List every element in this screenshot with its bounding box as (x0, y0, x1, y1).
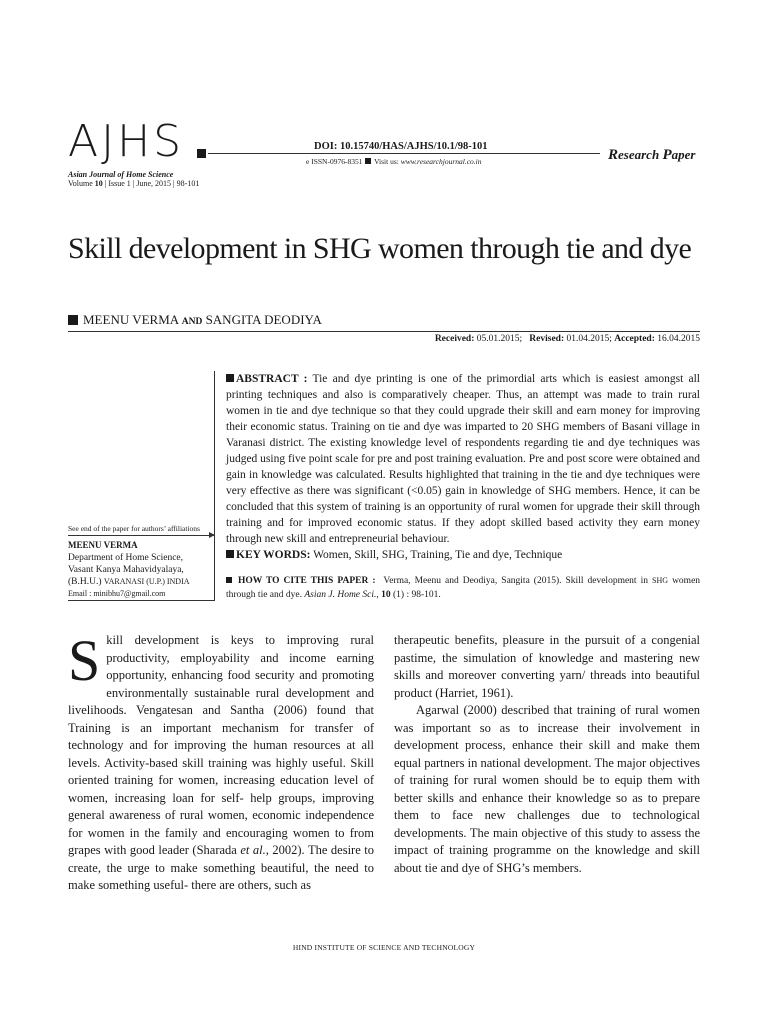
logo-square-mark (197, 149, 206, 158)
paragraph: therapeutic benefits, pleasure in the pursuit of a congenial pastime, the simulation of knowledge and mastering new skills and moreover converting yarn/ threads into beautiful product (Harriet, 1961). (394, 633, 700, 700)
journal-name: Asian Journal of Home Science (68, 170, 174, 179)
author-line: MEENU VERMA AND SANGITA DEODIYA (68, 312, 322, 328)
affiliation-location: (B.H.U.) VARANASI (U.P.) INDIA (68, 577, 190, 587)
keywords: KEY WORDS: Women, Skill, SHG, Training, Tie and dye, Technique (226, 547, 700, 563)
issn-line: e ISSN-0976-8351 Visit us: www.researchjournal.co.in (306, 157, 482, 166)
dates-rule (68, 331, 700, 332)
arrow-right-icon (68, 535, 214, 536)
affiliation-divider (214, 371, 215, 600)
body-column-left: Skill development is keys to improving rural productivity, employability and income earning opportunity, enhancing food security and promoting environmentally sustainable rural development and livelihoods. Vengatesan and Santha (2006) found that Training is an important mechanism for transfer of technology and for improving the human resources at all levels. Activity-based skill training was highly useful. Skill oriented training for women, increasing education level of women, increasing loan for self- help groups, improving general awareness of rural women, economic independence for women in the family and encouraging women to from grapes with good leader (Sharada et al., 2002). The desire to create, the urge to make something beautiful, the need to make something useful- there are others, such as (68, 628, 374, 892)
paper-type-label: Research Paper (608, 147, 696, 163)
paper-title: Skill development in SHG women through tie and dye (68, 232, 692, 265)
square-bullet-icon (365, 158, 371, 164)
header-rule (208, 153, 600, 154)
drop-cap: S (68, 628, 101, 693)
journal-logo: AJHS (68, 116, 185, 167)
affiliation-bottom-rule (68, 600, 215, 601)
abstract: ABSTRACT : Tie and dye printing is one of the primordial arts which is easiest amongst all printing techniques and also is comparatively cheaper. Thus, an attempt was made to train rural women in tie and dye technique so that they could upgrade their skill and earn money for improving their economic status. Training on tie and dye was imparted to 20 SHG members of Basani village in Varanasi district. The existing knowledge level of respondents regarding tie and dye techniques was judged using five point scale for pre and post training evaluation. Pre and post score were obtained and gain in knowledge was calculated. Results highlighted that training in the tie and dye techniques were very effective as there was significant (<0.05) gain in knowledge of SHG members. Hence, it can be concluded that this system of training is an opportunity of rural women for upgrade their skill through training and for improved economic status. If they adopt skilled based activity they earn money through new skill and entrepreneurial behaviour. (226, 373, 700, 545)
corresponding-author-name: MEENU VERMA (68, 540, 138, 550)
square-bullet-icon (226, 577, 232, 583)
journal-url[interactable]: www.researchjournal.co.in (400, 157, 482, 166)
submission-dates: Received: 05.01.2015; Revised: 01.04.2015; Accepted: 16.04.2015 (434, 334, 700, 344)
affiliation-email[interactable]: Email : minibhu7@gmail.com (68, 589, 166, 598)
journal-volume-info: Volume 10 | Issue 1 | June, 2015 | 98-101 (68, 179, 200, 188)
affiliation-note: See end of the paper for authors’ affiliations (68, 524, 200, 533)
affiliation-college: Vasant Kanya Mahavidyalaya, (68, 565, 184, 575)
square-bullet-icon (226, 374, 234, 382)
square-bullet-icon (226, 550, 234, 558)
body-column-right (394, 632, 700, 877)
citation: HOW TO CITE THIS PAPER : Verma, Meenu and Deodiya, Sangita (2015). Skill development in SHG women through tie and dye. Asian J. Home Sci., 10 (1) : 98-101. (226, 576, 701, 600)
page-footer: HIND INSTITUTE OF SCIENCE AND TECHNOLOGY (292, 943, 476, 952)
doi: DOI: 10.15740/HAS/AJHS/10.1/98-101 (314, 141, 488, 152)
paragraph: Agarwal (2000) described that training of rural women was important so as to increase their involvement in development process, enhance their skill and make them equal partners in national development. The major objectives of training for rural women should be to equip them with better skills and enhance their knowledge so as to prepare them to face new challenges due to technological developments. The main objective of this study to assess the impact of training programme on the knowledge and skill about tie and dye of SHG’s members. (394, 703, 700, 875)
square-bullet-icon (68, 315, 78, 325)
affiliation-department: Department of Home Science, (68, 553, 184, 563)
